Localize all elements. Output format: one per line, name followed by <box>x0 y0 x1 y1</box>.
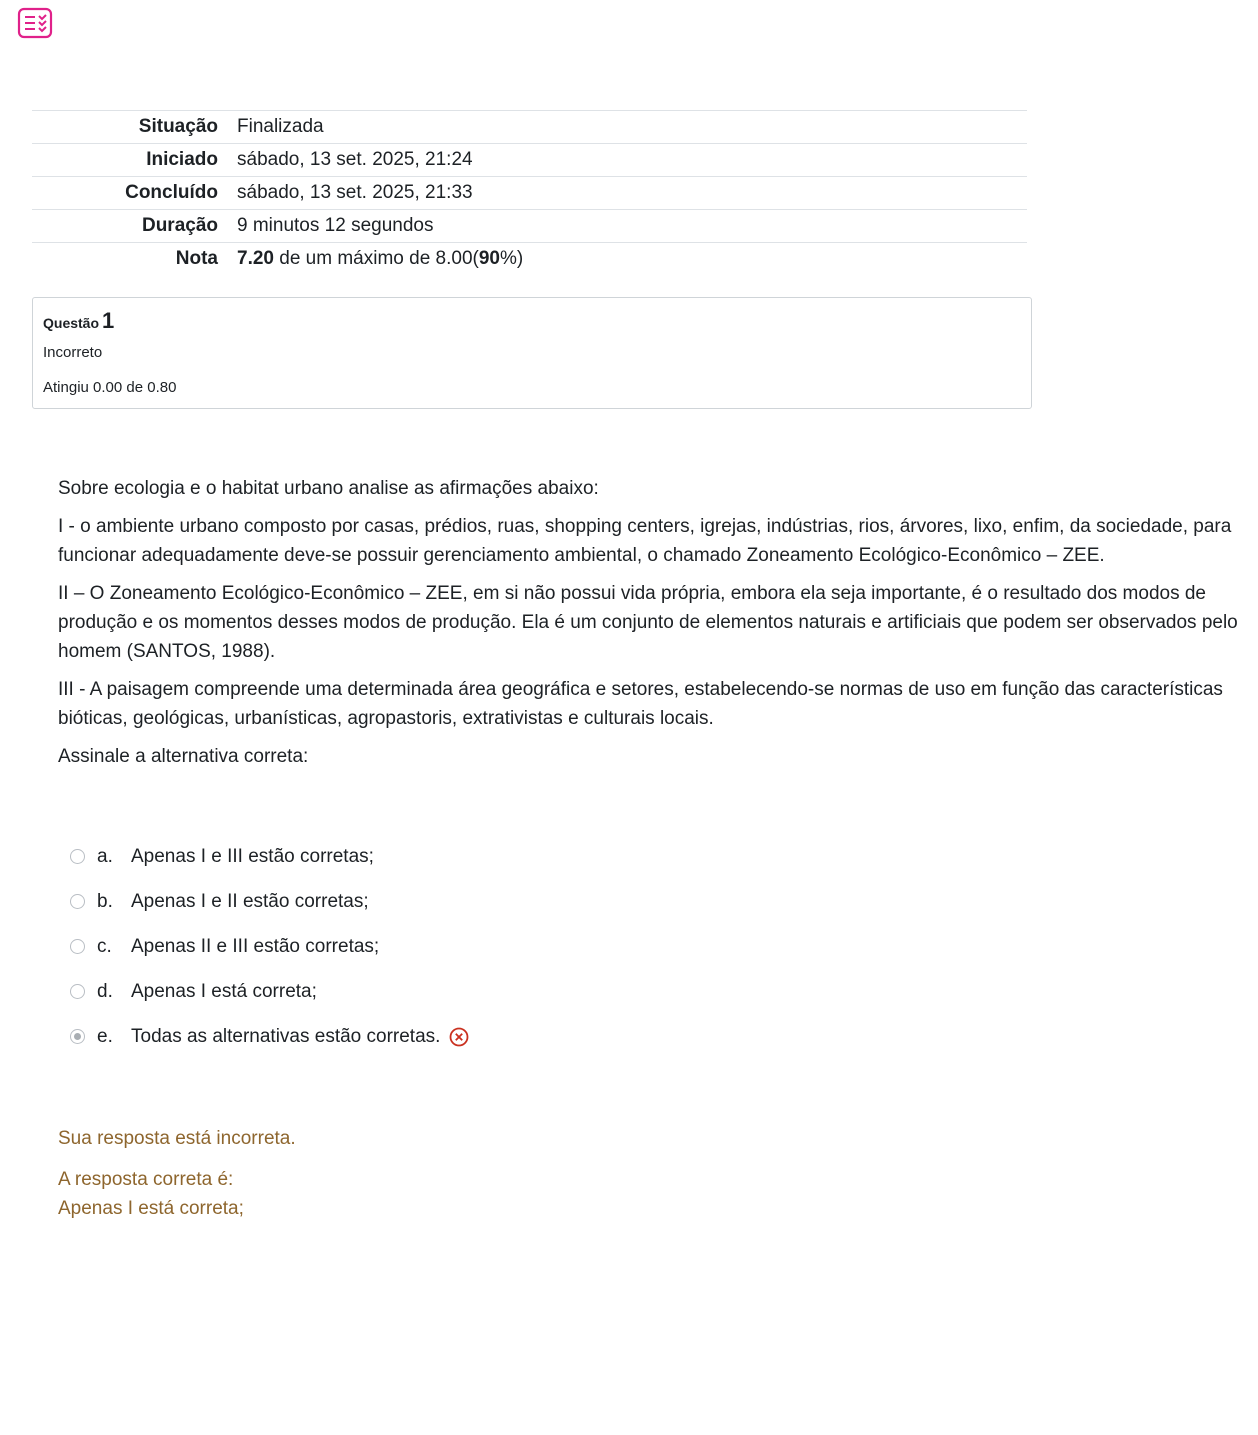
answer-option-e[interactable] <box>68 1014 768 1059</box>
summary-value: sábado, 13 set. 2025, 21:24 <box>237 144 1027 177</box>
summary-label: Iniciado <box>32 144 237 177</box>
answer-letter: e. <box>97 1025 113 1047</box>
statement-2 <box>58 579 1258 666</box>
incorrect-icon <box>449 1027 469 1047</box>
summary-row-state <box>32 111 1027 144</box>
question-text <box>58 474 1238 780</box>
answer-option-a[interactable] <box>68 834 768 879</box>
radio-button[interactable] <box>70 849 85 864</box>
quiz-icon <box>17 7 53 39</box>
radio-button[interactable] <box>70 984 85 999</box>
question-prefix: Questão <box>43 315 100 331</box>
summary-row-grade <box>32 243 1027 276</box>
answer-option-b[interactable] <box>68 879 768 924</box>
radio-button-selected[interactable] <box>70 1029 85 1044</box>
statement-1-text: I - o ambiente urbano composto por casas, prédios, ruas, shopping centers, igrejas, indústrias, rios, árvores, lixo, enfim, da sociedade, para funcionar adequadamente deve-se possuir gerenciamento ambiental, o chamado Zoneamento Ecológico-Econômico – ZEE. <box>58 516 1232 566</box>
radio-button[interactable] <box>70 894 85 909</box>
statement-3-text: III - A paisagem compreende uma determinada área geográfica e setores, estabelecendo-se normas de uso em função das características bióticas, geológicas, urbanísticas, agropastoris, extrativistas e culturais locais. <box>58 679 1223 729</box>
question-intro: Sobre ecologia e o habitat urbano analise as afirmações abaixo: <box>58 478 599 499</box>
summary-row-started <box>32 144 1027 177</box>
summary-value: sábado, 13 set. 2025, 21:33 <box>237 177 1027 210</box>
question-prompt: Assinale a alternativa correta: <box>58 746 309 767</box>
answer-letter: a. <box>97 845 113 867</box>
question-number-value: 1 <box>102 308 115 333</box>
answer-option-c[interactable] <box>68 924 768 969</box>
summary-label: Nota <box>32 243 237 276</box>
summary-label: Situação <box>32 111 237 144</box>
grade-score: 7.20 <box>237 248 274 269</box>
answer-text: Apenas I e II estão corretas; <box>131 890 369 912</box>
statement-3 <box>58 675 1258 733</box>
statement-2-text: II – O Zoneamento Ecológico-Econômico – ZEE, em si não possui vida própria, embora ela seja importante, é o resultado dos modos de produção e os momentos desses modos de produção. Ela é um conjunto de elementos naturais e artificiais que podem ser observados pelo homem (SANTOS, 1988). <box>58 583 1238 662</box>
question-grade: Atingiu 0.00 de 0.80 <box>43 379 177 396</box>
attempt-summary-table <box>32 110 1027 275</box>
answer-text: Apenas I está correta; <box>131 980 317 1002</box>
summary-label: Concluído <box>32 177 237 210</box>
feedback-box <box>58 1124 296 1223</box>
radio-button[interactable] <box>70 939 85 954</box>
question-number <box>43 308 114 334</box>
summary-value: 9 minutos 12 segundos <box>237 210 1027 243</box>
summary-row-completed <box>32 177 1027 210</box>
answer-text: Apenas I e III estão corretas; <box>131 845 374 867</box>
summary-value: Finalizada <box>237 111 1027 144</box>
grade-value <box>237 243 1027 276</box>
correct-answer-label: A resposta correta é: <box>58 1169 234 1190</box>
answer-letter: b. <box>97 890 113 912</box>
grade-middle: de um máximo de 8.00( <box>273 248 479 269</box>
answer-option-d[interactable] <box>68 969 768 1014</box>
answer-text: Apenas II e III estão corretas; <box>131 935 380 957</box>
feedback-status: Sua resposta está incorreta. <box>58 1128 296 1149</box>
statement-1 <box>58 512 1258 570</box>
question-info-box <box>32 297 1032 409</box>
summary-row-duration <box>32 210 1027 243</box>
grade-suffix: %) <box>500 248 524 269</box>
correct-answer-text: Apenas I está correta; <box>58 1198 244 1219</box>
grade-percent: 90 <box>478 248 500 269</box>
summary-label: Duração <box>32 210 237 243</box>
answer-letter: d. <box>97 980 113 1002</box>
answer-letter: c. <box>97 935 112 957</box>
answer-text: Todas as alternativas estão corretas. <box>131 1025 441 1047</box>
question-state: Incorreto <box>43 344 103 361</box>
answer-options <box>68 834 768 1059</box>
